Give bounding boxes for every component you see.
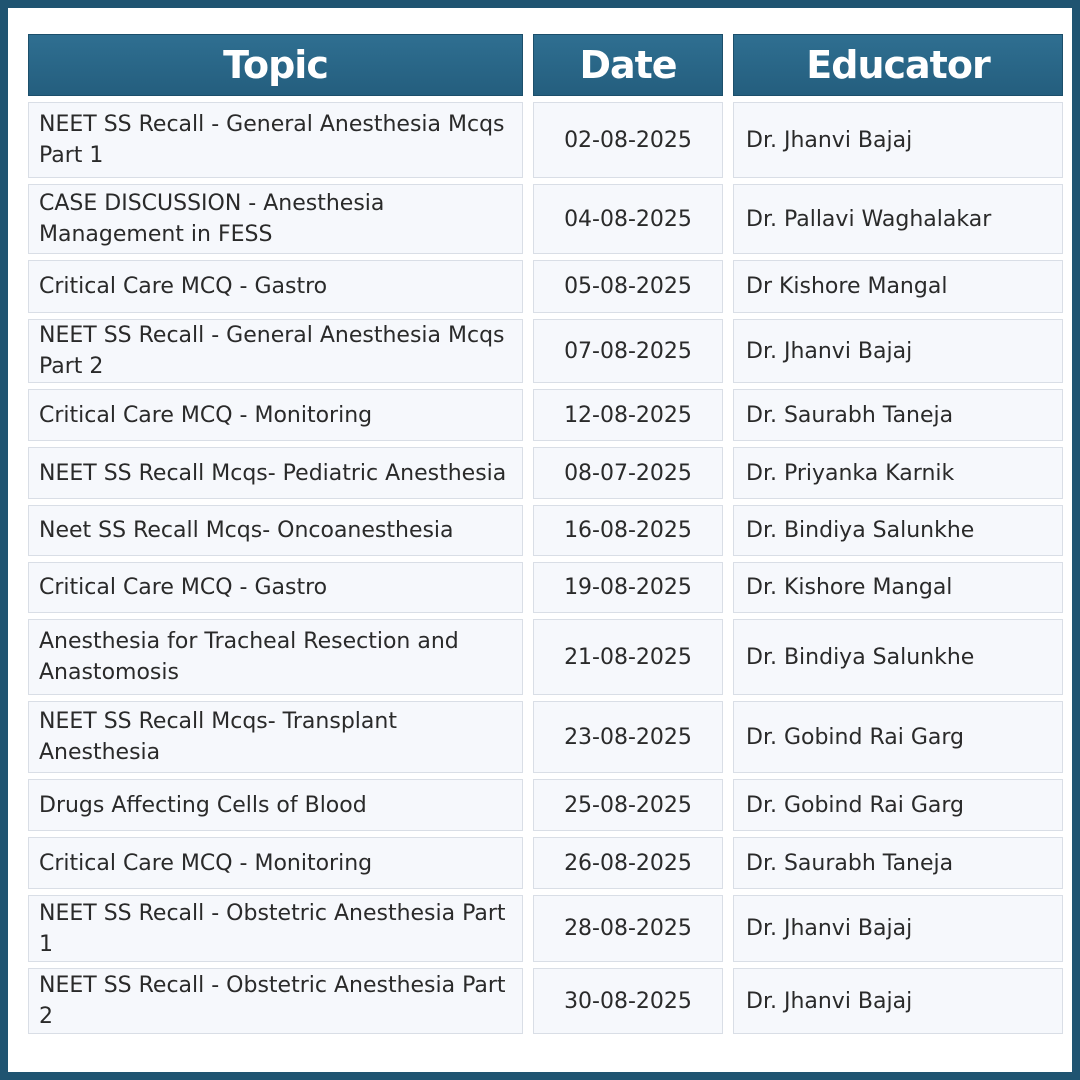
educator-cell: Dr. Bindiya Salunkhe [733,505,1063,556]
date-cell: 19-08-2025 [533,562,723,613]
educator-cell: Dr. Priyanka Karnik [733,447,1063,499]
topic-cell: NEET SS Recall - General Anesthesia Mcqs Part 2 [28,319,523,383]
header-date: Date [533,34,723,96]
date-cell: 04-08-2025 [533,184,723,254]
educator-cell: Dr. Pallavi Waghalakar [733,184,1063,254]
date-cell: 23-08-2025 [533,701,723,773]
educator-cell: Dr. Saurabh Taneja [733,389,1063,441]
educator-cell: Dr. Jhanvi Bajaj [733,968,1063,1034]
date-cell: 25-08-2025 [533,779,723,831]
date-cell: 05-08-2025 [533,260,723,313]
topic-cell: Anesthesia for Tracheal Resection and Anastomosis [28,619,523,695]
date-cell: 26-08-2025 [533,837,723,889]
date-cell: 28-08-2025 [533,895,723,962]
schedule-card [8,8,1072,1072]
educator-cell: Dr. Jhanvi Bajaj [733,895,1063,962]
schedule-table [28,34,1063,1034]
date-cell: 16-08-2025 [533,505,723,556]
educator-cell: Dr. Jhanvi Bajaj [733,102,1063,178]
topic-cell: Critical Care MCQ - Gastro [28,562,523,613]
topic-cell: NEET SS Recall - General Anesthesia Mcqs Part 1 [28,102,523,178]
topic-cell: Critical Care MCQ - Monitoring [28,837,523,889]
topic-cell: Drugs Affecting Cells of Blood [28,779,523,831]
educator-cell: Dr. Gobind Rai Garg [733,779,1063,831]
educator-cell: Dr. Jhanvi Bajaj [733,319,1063,383]
header-educator: Educator [733,34,1063,96]
date-cell: 07-08-2025 [533,319,723,383]
educator-cell: Dr. Bindiya Salunkhe [733,619,1063,695]
header-topic: Topic [28,34,523,96]
topic-cell: Neet SS Recall Mcqs- Oncoanesthesia [28,505,523,556]
educator-cell: Dr. Kishore Mangal [733,562,1063,613]
date-cell: 30-08-2025 [533,968,723,1034]
date-cell: 08-07-2025 [533,447,723,499]
date-cell: 12-08-2025 [533,389,723,441]
topic-cell: Critical Care MCQ - Gastro [28,260,523,313]
topic-cell: CASE DISCUSSION - Anesthesia Management in FESS [28,184,523,254]
educator-cell: Dr Kishore Mangal [733,260,1063,313]
date-cell: 02-08-2025 [533,102,723,178]
topic-cell: Critical Care MCQ - Monitoring [28,389,523,441]
topic-cell: NEET SS Recall Mcqs- Pediatric Anesthesia [28,447,523,499]
topic-cell: NEET SS Recall Mcqs- Transplant Anesthesia [28,701,523,773]
topic-cell: NEET SS Recall - Obstetric Anesthesia Part 1 [28,895,523,962]
educator-cell: Dr. Saurabh Taneja [733,837,1063,889]
topic-cell: NEET SS Recall - Obstetric Anesthesia Part 2 [28,968,523,1034]
date-cell: 21-08-2025 [533,619,723,695]
educator-cell: Dr. Gobind Rai Garg [733,701,1063,773]
